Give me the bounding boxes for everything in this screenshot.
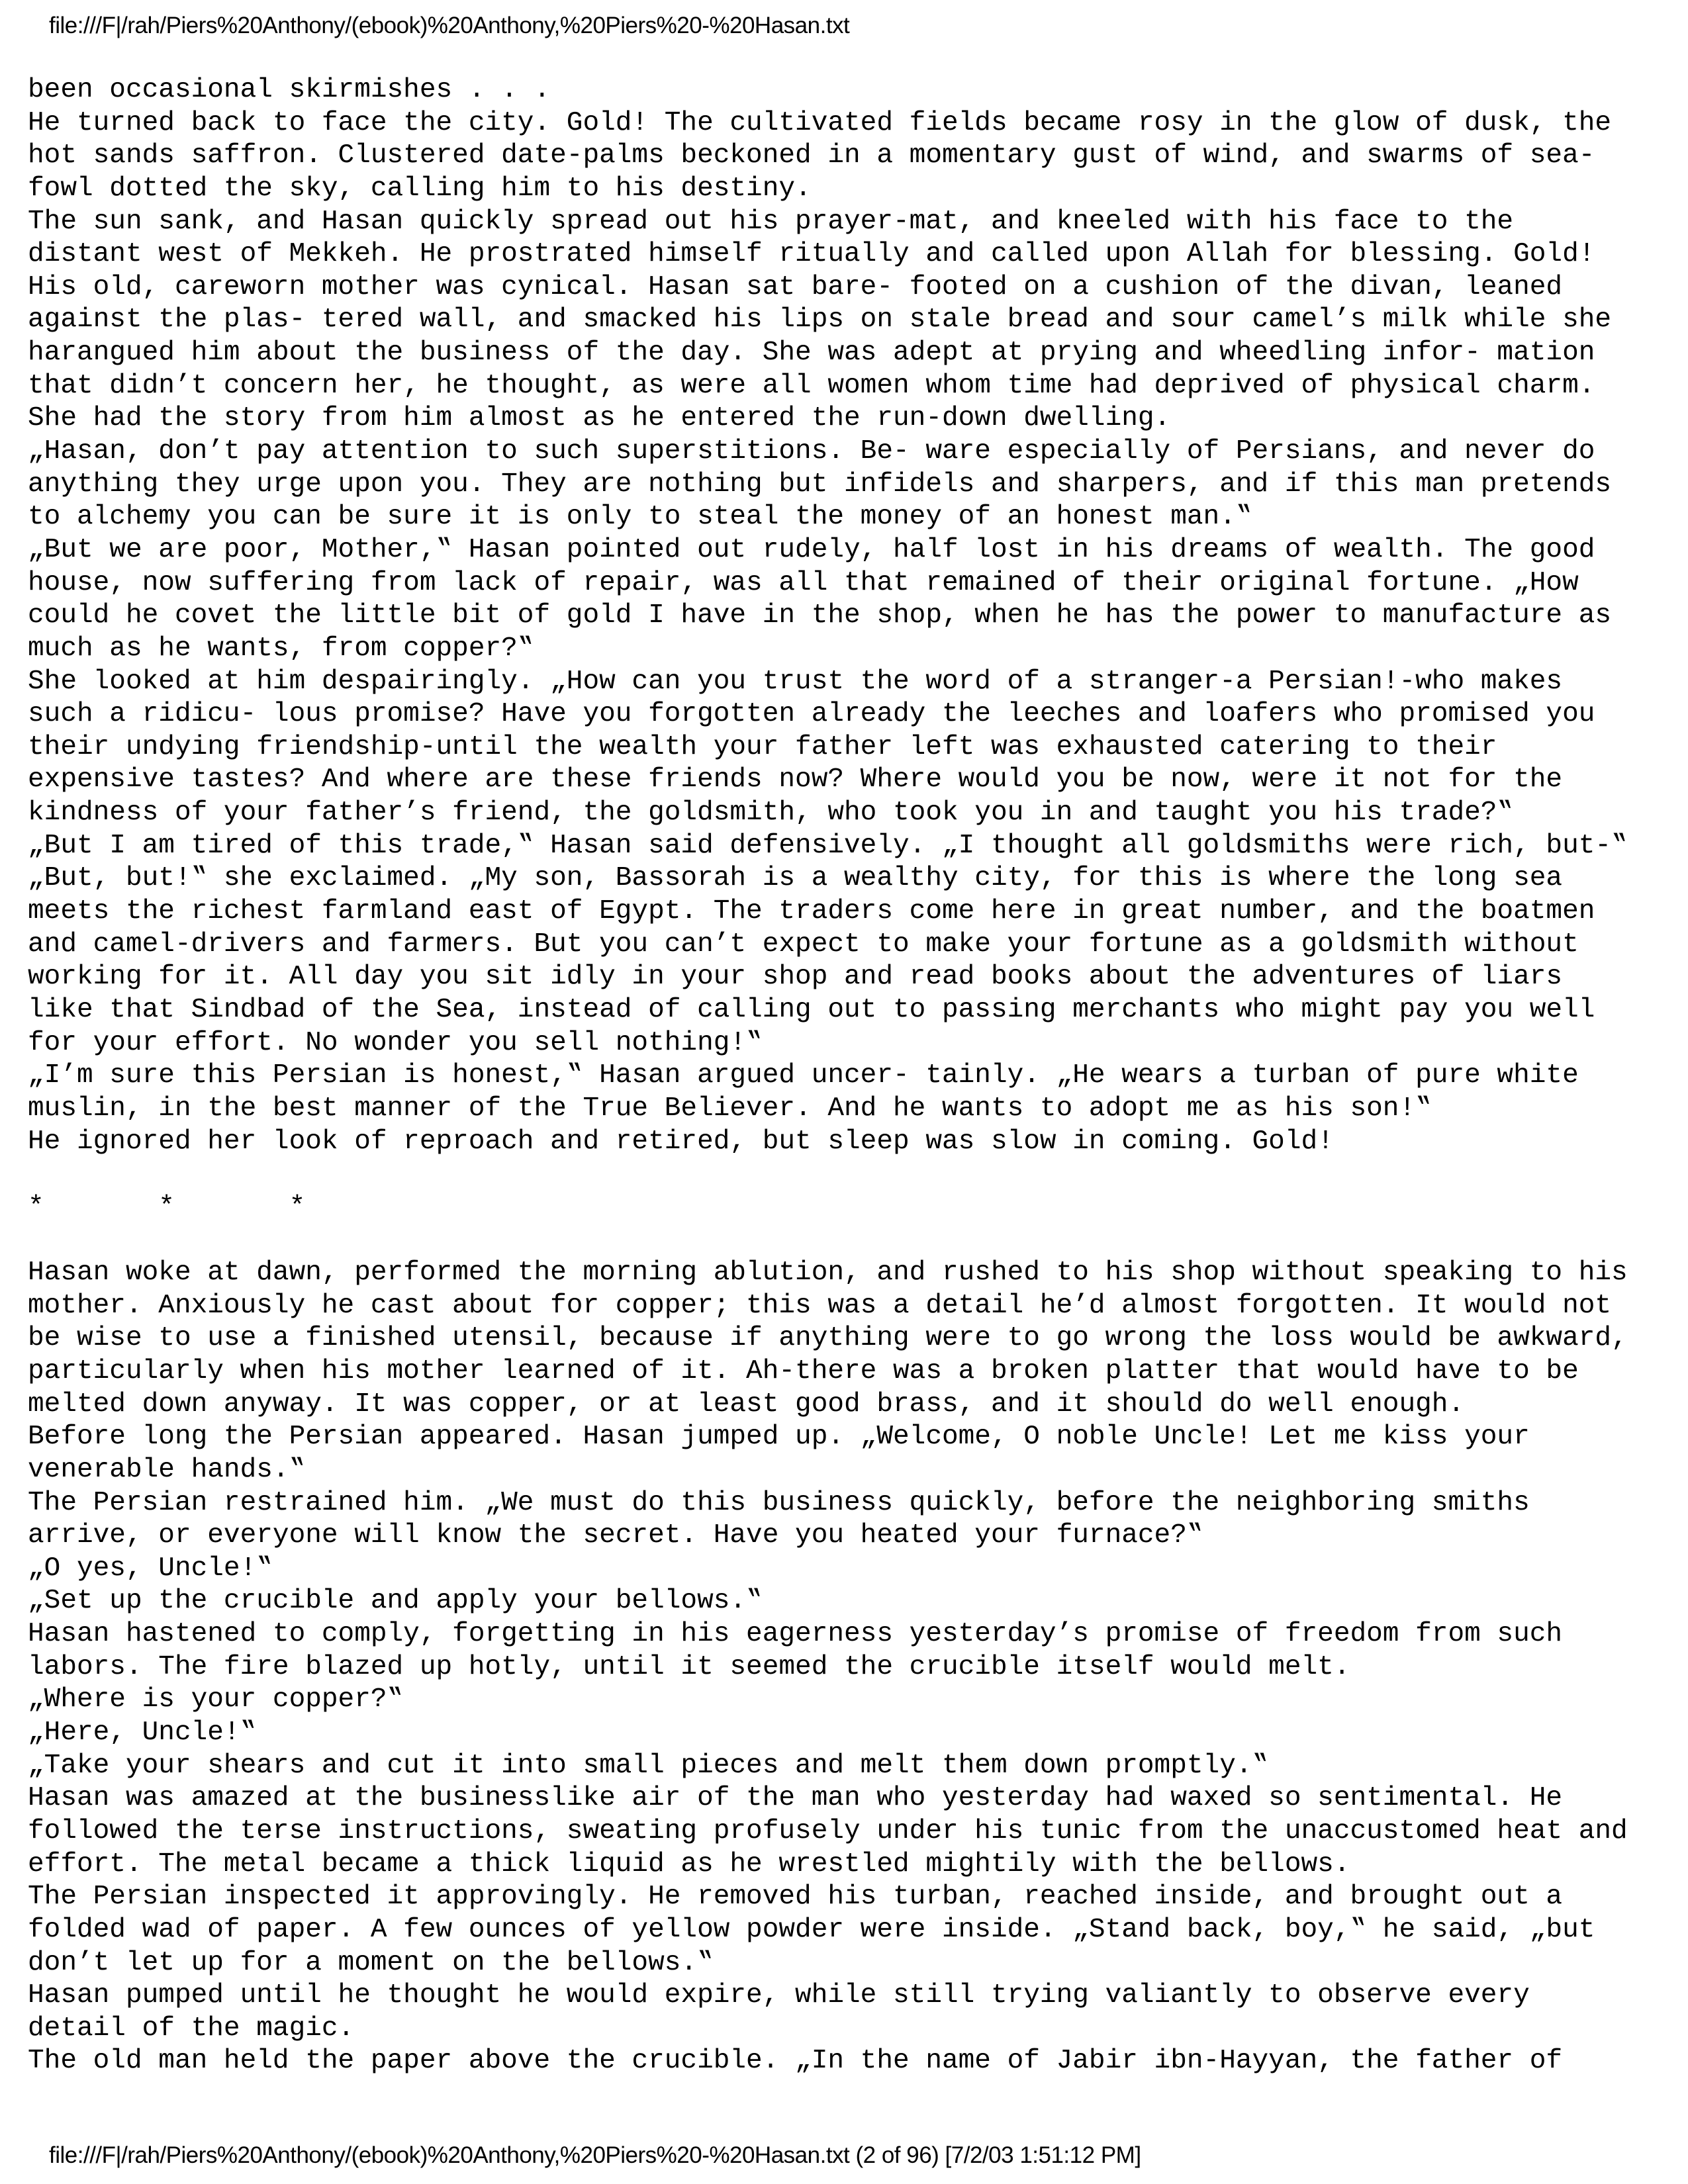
text-line: meets the richest farmland east of Egypt. The traders come here in great number, and the boatmen xyxy=(28,896,1595,927)
text-line: The Persian inspected it approvingly. He removed his turban, reached inside, and brought out a xyxy=(28,1882,1563,1913)
text-line: detail of the magic. xyxy=(28,2013,355,2044)
text-line: venerable hands.‟ xyxy=(28,1454,306,1485)
text-line: He turned back to face the city. Gold! The cultivated fields became rosy in the glow of dusk, the xyxy=(28,107,1612,138)
text-line: and camel-drivers and farmers. But you can’t expect to make your fortune as a goldsmith without xyxy=(28,929,1579,960)
text-line: „But, but!‟ she exclaimed. „My son, Bassorah is a wealthy city, for this is where the long sea xyxy=(28,863,1563,894)
text-line: Hasan pumped until he thought he would expire, while still trying valiantly to observe every xyxy=(28,1980,1530,2011)
text-line: „Take your shears and cut it into small pieces and melt them down promptly.‟ xyxy=(28,1750,1269,1781)
text-line: Before long the Persian appeared. Hasan jumped up. „Welcome, O noble Uncle! Let me kiss your xyxy=(28,1422,1530,1453)
text-line xyxy=(28,1224,1669,1257)
text-line: arrive, or everyone will know the secret. Have you heated your furnace?‟ xyxy=(28,1520,1203,1551)
text-line: anything they urge upon you. They are nothing but infidels and sharpers, and if this man pretends xyxy=(28,469,1612,500)
text-line: Hasan hastened to comply, forgetting in his eagerness yesterday’s promise of freedom from such xyxy=(28,1619,1563,1650)
text-line: „Hasan, don’t pay attention to such superstitions. Be- ware especially of Persians, and never do xyxy=(28,436,1595,467)
text-line: against the plas- tered wall, and smacked his lips on stale bread and sour camel’s milk while she xyxy=(28,304,1612,336)
text-line: expensive tastes? And where are these friends now? Where would you be now, were it not for the xyxy=(28,764,1563,796)
text-line: like that Sindbad of the Sea, instead of calling out to passing merchants who might pay you well xyxy=(28,994,1595,1025)
text-line: „Here, Uncle!‟ xyxy=(28,1717,257,1749)
text-line: melted down anyway. It was copper, or at least good brass, and it should do well enough. xyxy=(28,1388,1465,1420)
text-line: effort. The metal became a thick liquid as he wrestled mightily with the bellows. xyxy=(28,1848,1350,1880)
text-line: muslin, in the best manner of the True Believer. And he wants to adopt me as his son!‟ xyxy=(28,1093,1432,1124)
text-line: „Where is your copper?‟ xyxy=(28,1684,404,1715)
text-line: hot sands saffron. Clustered date-palms beckoned in a momentary gust of wind, and swarms of sea- xyxy=(28,140,1595,171)
text-line: mother. Anxiously he cast about for copper; this was a detail he’d almost forgotten. It would not xyxy=(28,1290,1612,1321)
text-line: The sun sank, and Hasan quickly spread out his prayer-mat, and kneeled with his face to the xyxy=(28,206,1514,237)
text-line: „I’m sure this Persian is honest,‟ Hasan argued uncer- tainly. „He wears a turban of pure white xyxy=(28,1060,1579,1091)
text-line: been occasional skirmishes . . . xyxy=(28,75,551,105)
text-line: labors. The fire blazed up hotly, until it seemed the crucible itself would melt. xyxy=(28,1651,1350,1682)
text-line: be wise to use a finished utensil, because if anything were to go wrong the loss would be awkward, xyxy=(28,1323,1628,1354)
text-line: such a ridicu- lous promise? Have you forgotten already the leeches and loafers who promised you xyxy=(28,699,1595,730)
footer-file-info: file:///F|/rah/Piers%20Anthony/(ebook)%20Anthony,%20Piers%20-%20Hasan.txt (2 of 96) [7/2/03 1:51:12 PM] xyxy=(49,2142,1141,2168)
text-line: could he covet the little bit of gold I have in the shop, when he has the power to manufacture as xyxy=(28,600,1612,631)
text-line: to alchemy you can be sure it is only to steal the money of an honest man.‟ xyxy=(28,502,1252,533)
header-file-path: file:///F|/rah/Piers%20Anthony/(ebook)%20Anthony,%20Piers%20-%20Hasan.txt xyxy=(49,13,850,38)
text-line: for your effort. No wonder you sell nothing!‟ xyxy=(28,1027,763,1058)
text-line: kindness of your father’s friend, the goldsmith, who took you in and taught you his trade?‟ xyxy=(28,797,1514,829)
document-body xyxy=(28,74,1669,2078)
text-line: fowl dotted the sky, calling him to his destiny. xyxy=(28,173,812,204)
text-line: His old, careworn mother was cynical. Hasan sat bare- footed on a cushion of the divan, leaned xyxy=(28,271,1563,302)
text-line: much as he wants, from copper?‟ xyxy=(28,633,534,664)
text-line: She looked at him despairingly. „How can you trust the word of a stranger-a Persian!-who makes xyxy=(28,666,1563,697)
text-line: their undying friendship-until the wealth your father left was exhausted catering to their xyxy=(28,731,1497,762)
text-line: that didn’t concern her, he thought, as were all women whom time had deprived of physical charm. xyxy=(28,370,1595,401)
text-line: working for it. All day you sit idly in your shop and read books about the adventures of liars xyxy=(28,962,1563,993)
text-line: harangued him about the business of the day. She was adept at prying and wheedling infor- mation xyxy=(28,338,1595,369)
text-line: followed the terse instructions, sweating profusely under his tunic from the unaccustomed heat and xyxy=(28,1815,1628,1846)
text-line: „O yes, Uncle!‟ xyxy=(28,1553,273,1584)
text-line: Hasan was amazed at the businesslike air of the man who yesterday had waxed so sentimental. He xyxy=(28,1783,1563,1814)
text-line xyxy=(28,1158,1669,1191)
text-line: house, now suffering from lack of repair, was all that remained of their original fortune. „How xyxy=(28,567,1579,598)
text-line: folded wad of paper. A few ounces of yellow powder were inside. „Stand back, boy,‟ he said, „but xyxy=(28,1914,1595,1945)
text-line: The old man held the paper above the crucible. „In the name of Jabir ibn-Hayyan, the father of xyxy=(28,2046,1563,2077)
text-line: „But I am tired of this trade,‟ Hasan said defensively. „I thought all goldsmiths were rich, but-‟ xyxy=(28,830,1628,861)
text-line: She had the story from him almost as he entered the run-down dwelling. xyxy=(28,403,1171,434)
text-line: The Persian restrained him. „We must do this business quickly, before the neighboring smiths xyxy=(28,1487,1530,1518)
text-line: He ignored her look of reproach and retired, but sleep was slow in coming. Gold! xyxy=(28,1126,1334,1157)
text-line: „But we are poor, Mother,‟ Hasan pointed out rudely, half lost in his dreams of wealth. The good xyxy=(28,534,1595,565)
text-line: * * * xyxy=(28,1191,306,1222)
text-line: distant west of Mekkeh. He prostrated himself ritually and called upon Allah for blessing. Gold! xyxy=(28,239,1595,270)
text-line: „Set up the crucible and apply your bellows.‟ xyxy=(28,1586,763,1617)
text-line: particularly when his mother learned of it. Ah-there was a broken platter that would have to be xyxy=(28,1355,1579,1387)
text-line: Hasan woke at dawn, performed the morning ablution, and rushed to his shop without speaking to his xyxy=(28,1257,1628,1289)
text-line: don’t let up for a moment on the bellows.‟ xyxy=(28,1947,714,1978)
